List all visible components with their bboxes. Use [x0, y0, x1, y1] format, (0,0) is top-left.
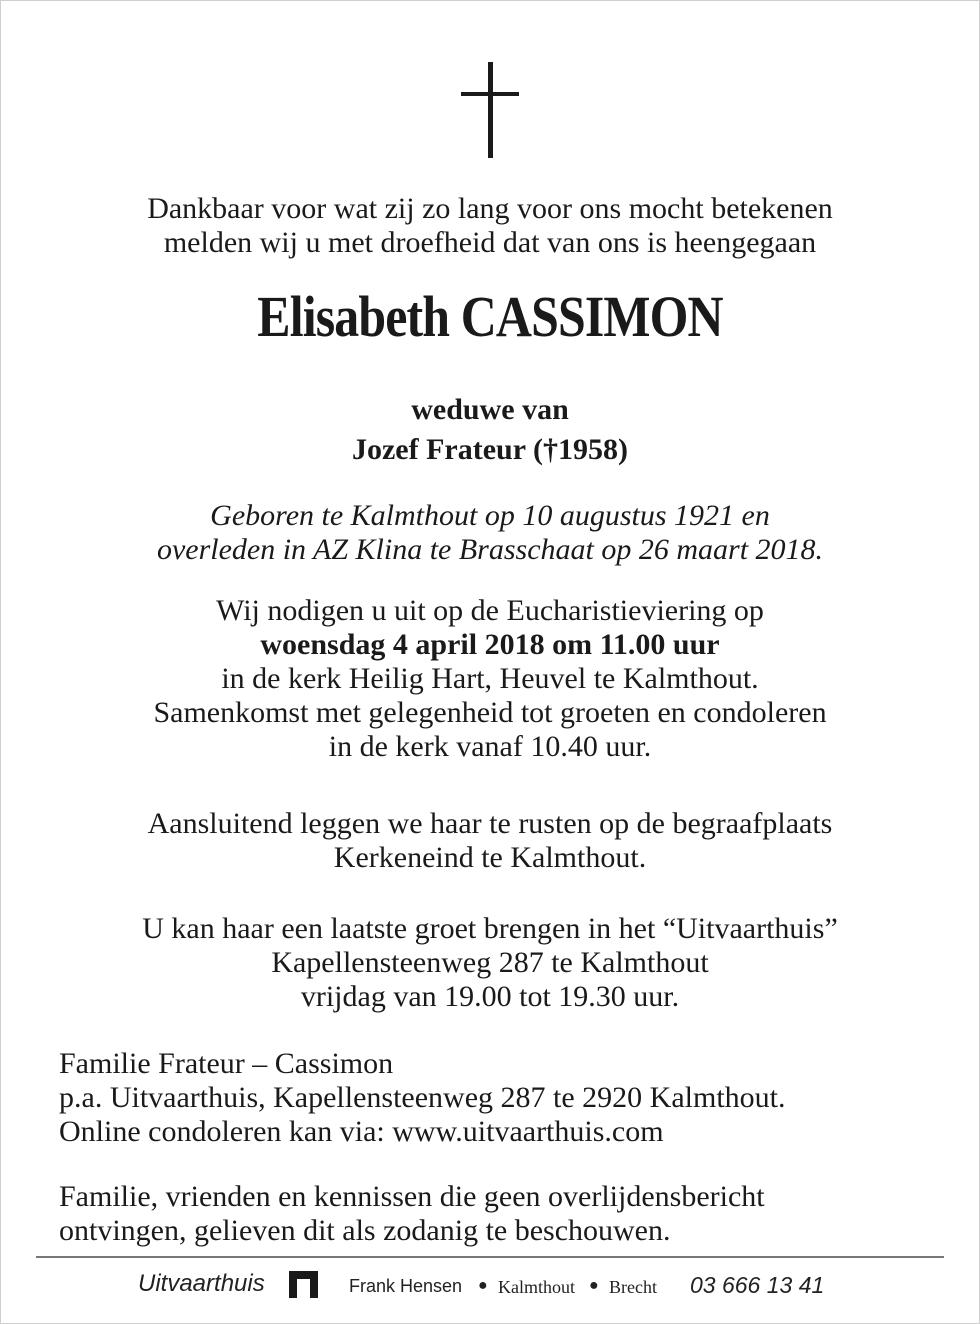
family-block [59, 1047, 786, 1149]
ceremony-block [0, 594, 980, 764]
visitation-line-1: U kan haar een laatste groet brengen in het “Uitvaarthuis” [142, 912, 838, 945]
spouse-name: Jozef Frateur (†1958) [351, 433, 628, 466]
widow-label: weduwe van [411, 393, 569, 426]
footer-owner: Frank Hensen [349, 1276, 463, 1296]
burial-line-2: Kerkeneind te Kalmthout. [333, 841, 647, 874]
ceremony-line-4: Samenkomst met gelegenheid tot groeten en condoleren [153, 696, 827, 729]
burial-block [0, 807, 980, 875]
visitation-block [0, 912, 980, 1014]
footer-phone: 03 666 13 41 [690, 1272, 825, 1298]
family-line-1: Familie Frateur – Cassimon [59, 1047, 394, 1080]
footer-divider [36, 1256, 944, 1258]
ceremony-line-1: Wij nodigen u uit op de Eucharistieviering op [216, 594, 764, 627]
ceremony-line-5: in de kerk vanaf 10.40 uur. [328, 730, 652, 763]
notice-line-2: ontvingen, gelieven dit als zodanig te beschouwen. [59, 1214, 671, 1247]
cross-icon [461, 62, 521, 158]
family-line-2: p.a. Uitvaarthuis, Kapellensteenweg 287 te 2920 Kalmthout. [59, 1081, 786, 1114]
notice-block [59, 1180, 765, 1248]
footer-place-1: Kalmthout [498, 1277, 575, 1297]
ceremony-date-time: woensdag 4 april 2018 om 11.00 uur [260, 628, 720, 661]
intro-text [0, 192, 980, 260]
visitation-line-2: Kapellensteenweg 287 te Kalmthout [271, 946, 709, 979]
family-line-3: Online condoleren kan via: www.uitvaarthuis.com [59, 1115, 664, 1148]
ceremony-line-3: in de kerk Heilig Hart, Heuvel te Kalmthout. [221, 662, 759, 695]
footer-separator-2: ● [589, 1277, 599, 1294]
death-line: overleden in AZ Klina te Brasschaat op 26 maart 2018. [156, 533, 824, 566]
footer [0, 1266, 980, 1306]
deceased-name: Elisabeth CASSIMON [257, 284, 723, 349]
uitvaarthuis-logo-icon [289, 1271, 318, 1298]
footer-brand: Uitvaarthuis [138, 1270, 265, 1297]
notice-line-1: Familie, vrienden en kennissen die geen overlijdensbericht [59, 1180, 765, 1213]
birth-death-block [0, 499, 980, 567]
intro-line-1: Dankbaar voor wat zij zo lang voor ons mocht betekenen [147, 192, 833, 225]
widow-block [0, 393, 980, 467]
intro-line-2: melden wij u met droefheid dat van ons is heengegaan [163, 226, 817, 259]
footer-separator-1: ● [478, 1277, 488, 1294]
visitation-line-3: vrijdag van 19.00 tot 19.30 uur. [300, 980, 680, 1013]
burial-line-1: Aansluitend leggen we haar te rusten op de begraafplaats [147, 807, 833, 840]
footer-place-2: Brecht [609, 1277, 657, 1297]
birth-line: Geboren te Kalmthout op 10 augustus 1921 en [210, 499, 770, 532]
